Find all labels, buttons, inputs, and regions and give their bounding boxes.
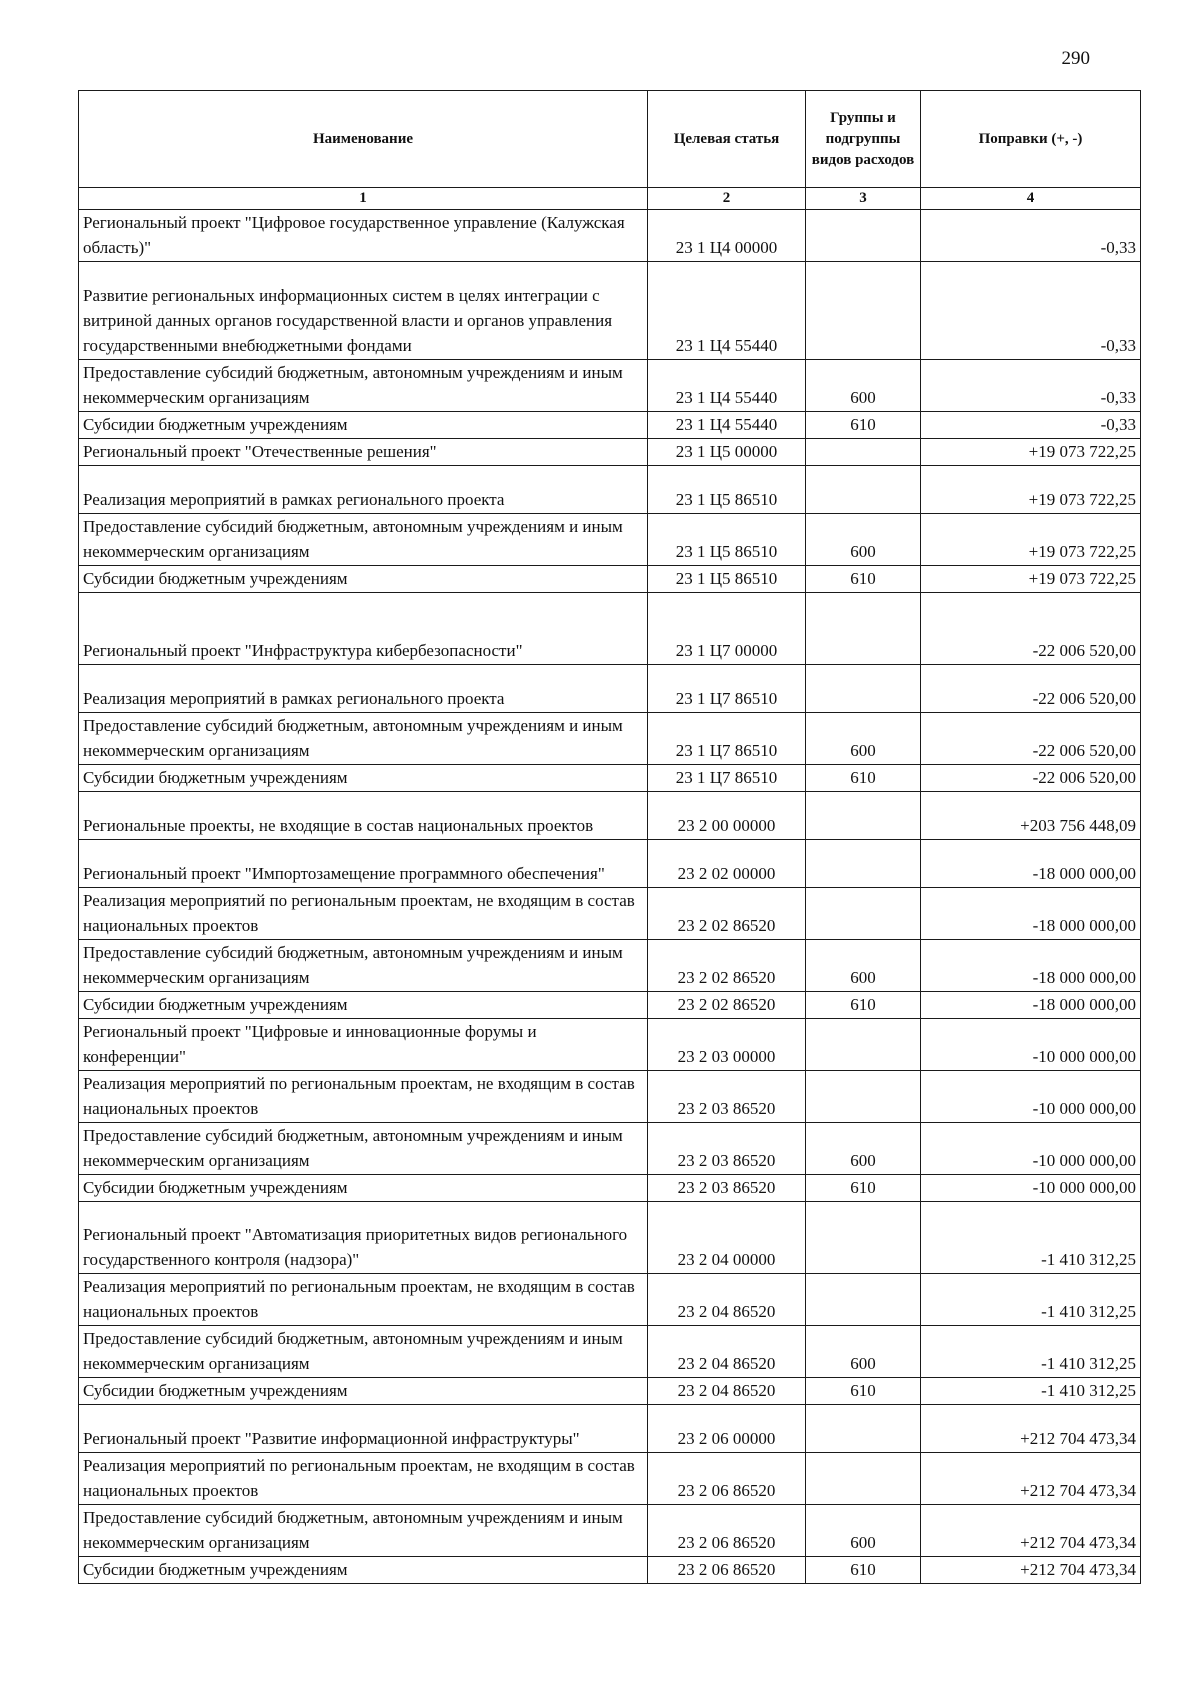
row-amendment: -1 410 312,25 [921, 1202, 1141, 1274]
row-expense-group: 600 [806, 360, 921, 412]
row-name: Региональный проект "Цифровое государственное управление (Калужская область)" [79, 210, 648, 262]
row-target-article: 23 2 02 86520 [648, 940, 806, 992]
table-row [79, 840, 1141, 888]
table-row [79, 1274, 1141, 1326]
row-expense-group [806, 593, 921, 665]
row-expense-group [806, 1019, 921, 1071]
row-name: Субсидии бюджетным учреждениям [79, 765, 648, 792]
row-expense-group: 610 [806, 1175, 921, 1202]
row-target-article: 23 2 06 86520 [648, 1505, 806, 1557]
row-expense-group [806, 792, 921, 840]
table-row [79, 1326, 1141, 1378]
table-row [79, 1557, 1141, 1584]
row-expense-group [806, 840, 921, 888]
row-target-article: 23 2 00 00000 [648, 792, 806, 840]
row-expense-group [806, 466, 921, 514]
row-expense-group: 610 [806, 566, 921, 593]
row-target-article: 23 1 Ц7 00000 [648, 593, 806, 665]
table-row [79, 1453, 1141, 1505]
table-body [79, 210, 1141, 1584]
row-expense-group [806, 888, 921, 940]
row-amendment: +212 704 473,34 [921, 1405, 1141, 1453]
row-amendment: -18 000 000,00 [921, 940, 1141, 992]
row-amendment: -0,33 [921, 262, 1141, 360]
table-row [79, 713, 1141, 765]
row-amendment: -1 410 312,25 [921, 1378, 1141, 1405]
row-name: Реализация мероприятий по региональным проектам, не входящим в состав национальных проектов [79, 1274, 648, 1326]
table-row [79, 466, 1141, 514]
column-number: 1 [79, 188, 648, 210]
table-row [79, 1175, 1141, 1202]
row-name: Предоставление субсидий бюджетным, автономным учреждениям и иным некоммерческим организациям [79, 514, 648, 566]
table-row [79, 888, 1141, 940]
row-target-article: 23 2 06 86520 [648, 1557, 806, 1584]
row-name: Развитие региональных информационных систем в целях интеграции с витриной данных органов государственной власти и органов управления государственными внебюджетными фондами [79, 262, 648, 360]
row-amendment: +19 073 722,25 [921, 566, 1141, 593]
row-name: Субсидии бюджетным учреждениям [79, 412, 648, 439]
row-name: Субсидии бюджетным учреждениям [79, 1557, 648, 1584]
table-row [79, 765, 1141, 792]
row-amendment: -18 000 000,00 [921, 888, 1141, 940]
column-number: 2 [648, 188, 806, 210]
table-row [79, 593, 1141, 665]
row-expense-group [806, 1202, 921, 1274]
table-row [79, 514, 1141, 566]
row-name: Субсидии бюджетным учреждениям [79, 1175, 648, 1202]
row-expense-group [806, 1453, 921, 1505]
row-expense-group: 610 [806, 1557, 921, 1584]
row-target-article: 23 2 02 00000 [648, 840, 806, 888]
row-amendment: -22 006 520,00 [921, 593, 1141, 665]
row-name: Предоставление субсидий бюджетным, автономным учреждениям и иным некоммерческим организациям [79, 1123, 648, 1175]
row-amendment: -0,33 [921, 412, 1141, 439]
row-expense-group: 610 [806, 1378, 921, 1405]
row-amendment: +212 704 473,34 [921, 1505, 1141, 1557]
row-amendment: +203 756 448,09 [921, 792, 1141, 840]
row-name: Субсидии бюджетным учреждениям [79, 1378, 648, 1405]
row-amendment: -0,33 [921, 360, 1141, 412]
row-target-article: 23 2 03 00000 [648, 1019, 806, 1071]
row-target-article: 23 2 04 86520 [648, 1274, 806, 1326]
header-row [79, 91, 1141, 188]
row-target-article: 23 2 03 86520 [648, 1123, 806, 1175]
row-name: Региональный проект "Автоматизация приоритетных видов регионального государственного контроля (надзора)" [79, 1202, 648, 1274]
row-expense-group: 610 [806, 412, 921, 439]
header-target-article: Целевая статья [648, 91, 806, 188]
row-expense-group: 610 [806, 765, 921, 792]
row-target-article: 23 1 Ц4 55440 [648, 262, 806, 360]
row-name: Региональные проекты, не входящие в состав национальных проектов [79, 792, 648, 840]
row-amendment: -10 000 000,00 [921, 1071, 1141, 1123]
row-name: Субсидии бюджетным учреждениям [79, 566, 648, 593]
row-name: Региональный проект "Импортозамещение программного обеспечения" [79, 840, 648, 888]
row-amendment: -1 410 312,25 [921, 1326, 1141, 1378]
row-target-article: 23 2 02 86520 [648, 992, 806, 1019]
table-row [79, 665, 1141, 713]
row-name: Предоставление субсидий бюджетным, автономным учреждениям и иным некоммерческим организациям [79, 1505, 648, 1557]
row-amendment: +212 704 473,34 [921, 1453, 1141, 1505]
row-target-article: 23 1 Ц4 55440 [648, 360, 806, 412]
row-target-article: 23 2 04 00000 [648, 1202, 806, 1274]
row-expense-group: 600 [806, 1326, 921, 1378]
table-row [79, 360, 1141, 412]
table-row [79, 1123, 1141, 1175]
row-name: Предоставление субсидий бюджетным, автономным учреждениям и иным некоммерческим организациям [79, 1326, 648, 1378]
row-amendment: -0,33 [921, 210, 1141, 262]
row-amendment: +19 073 722,25 [921, 514, 1141, 566]
row-target-article: 23 1 Ц5 86510 [648, 466, 806, 514]
row-name: Предоставление субсидий бюджетным, автономным учреждениям и иным некоммерческим организациям [79, 940, 648, 992]
row-target-article: 23 2 03 86520 [648, 1071, 806, 1123]
row-name: Реализация мероприятий по региональным проектам, не входящим в состав национальных проектов [79, 1071, 648, 1123]
row-target-article: 23 1 Ц4 55440 [648, 412, 806, 439]
table-row [79, 1505, 1141, 1557]
row-amendment: -22 006 520,00 [921, 765, 1141, 792]
row-name: Субсидии бюджетным учреждениям [79, 992, 648, 1019]
row-expense-group: 610 [806, 992, 921, 1019]
table-row [79, 210, 1141, 262]
row-expense-group [806, 1405, 921, 1453]
row-amendment: +19 073 722,25 [921, 439, 1141, 466]
table-row [79, 792, 1141, 840]
row-name: Реализация мероприятий по региональным проектам, не входящим в состав национальных проектов [79, 1453, 648, 1505]
row-expense-group [806, 262, 921, 360]
table-row [79, 1202, 1141, 1274]
table-row [79, 1019, 1141, 1071]
row-name: Региональный проект "Цифровые и инновационные форумы и конференции" [79, 1019, 648, 1071]
row-name: Реализация мероприятий в рамках регионального проекта [79, 665, 648, 713]
row-amendment: +212 704 473,34 [921, 1557, 1141, 1584]
row-target-article: 23 1 Ц4 00000 [648, 210, 806, 262]
table-row [79, 1405, 1141, 1453]
header-expense-groups: Группы и подгруппы видов расходов [806, 91, 921, 188]
row-amendment: -10 000 000,00 [921, 1175, 1141, 1202]
column-number: 3 [806, 188, 921, 210]
row-expense-group: 600 [806, 940, 921, 992]
row-target-article: 23 2 04 86520 [648, 1326, 806, 1378]
row-amendment: -10 000 000,00 [921, 1123, 1141, 1175]
row-name: Региональный проект "Инфраструктура кибербезопасности" [79, 593, 648, 665]
row-expense-group [806, 1274, 921, 1326]
row-expense-group: 600 [806, 1123, 921, 1175]
column-number: 4 [921, 188, 1141, 210]
row-target-article: 23 1 Ц7 86510 [648, 665, 806, 713]
page-number: 290 [1061, 48, 1090, 69]
table-row [79, 412, 1141, 439]
table-row [79, 262, 1141, 360]
row-name: Реализация мероприятий по региональным проектам, не входящим в состав национальных проектов [79, 888, 648, 940]
column-number-row [79, 188, 1141, 210]
row-target-article: 23 1 Ц5 86510 [648, 566, 806, 593]
table-row [79, 992, 1141, 1019]
row-expense-group [806, 210, 921, 262]
row-target-article: 23 2 02 86520 [648, 888, 806, 940]
row-target-article: 23 2 03 86520 [648, 1175, 806, 1202]
row-target-article: 23 1 Ц5 00000 [648, 439, 806, 466]
row-target-article: 23 2 04 86520 [648, 1378, 806, 1405]
header-amendments: Поправки (+, -) [921, 91, 1141, 188]
row-target-article: 23 1 Ц7 86510 [648, 713, 806, 765]
row-amendment: -18 000 000,00 [921, 840, 1141, 888]
row-amendment: -1 410 312,25 [921, 1274, 1141, 1326]
row-target-article: 23 2 06 00000 [648, 1405, 806, 1453]
row-name: Региональный проект "Отечественные решения" [79, 439, 648, 466]
row-expense-group [806, 439, 921, 466]
row-name: Реализация мероприятий в рамках регионального проекта [79, 466, 648, 514]
row-target-article: 23 1 Ц7 86510 [648, 765, 806, 792]
row-expense-group: 600 [806, 1505, 921, 1557]
row-name: Предоставление субсидий бюджетным, автономным учреждениям и иным некоммерческим организациям [79, 713, 648, 765]
row-target-article: 23 2 06 86520 [648, 1453, 806, 1505]
row-amendment: -18 000 000,00 [921, 992, 1141, 1019]
table-row [79, 1071, 1141, 1123]
row-amendment: -22 006 520,00 [921, 713, 1141, 765]
table-row [79, 566, 1141, 593]
table-row [79, 1378, 1141, 1405]
row-expense-group [806, 665, 921, 713]
budget-amendments-table [78, 90, 1141, 1584]
row-name: Предоставление субсидий бюджетным, автономным учреждениям и иным некоммерческим организациям [79, 360, 648, 412]
row-name: Региональный проект "Развитие информационной инфраструктуры" [79, 1405, 648, 1453]
row-target-article: 23 1 Ц5 86510 [648, 514, 806, 566]
header-name: Наименование [79, 91, 648, 188]
table-row [79, 940, 1141, 992]
table-row [79, 439, 1141, 466]
row-expense-group: 600 [806, 713, 921, 765]
row-amendment: -10 000 000,00 [921, 1019, 1141, 1071]
row-expense-group [806, 1071, 921, 1123]
row-amendment: -22 006 520,00 [921, 665, 1141, 713]
row-expense-group: 600 [806, 514, 921, 566]
row-amendment: +19 073 722,25 [921, 466, 1141, 514]
